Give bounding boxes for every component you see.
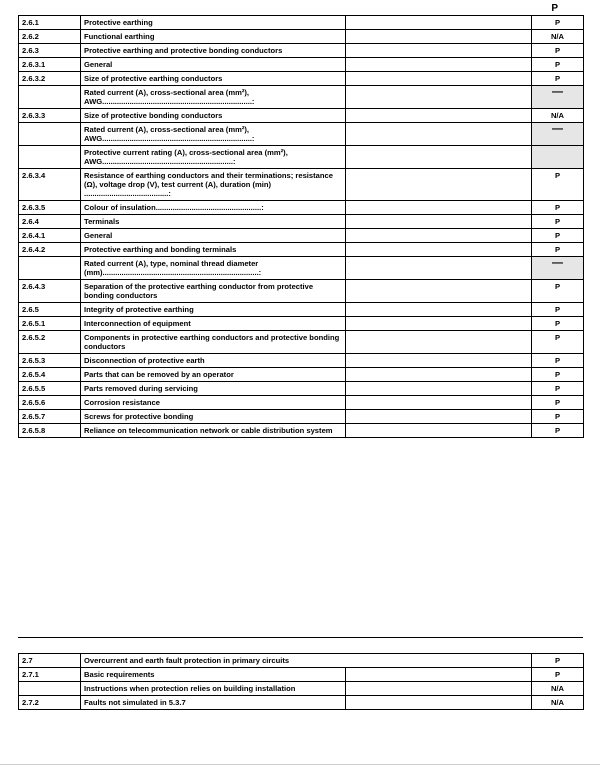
- table-row: [19, 109, 584, 123]
- overcurrent-protection-table: [18, 653, 584, 710]
- requirement-text: Parts removed during servicing: [81, 382, 346, 396]
- clause-number: [19, 257, 81, 280]
- table-row: [19, 201, 584, 215]
- result-remark: [346, 201, 532, 215]
- table-row: [19, 280, 584, 303]
- table-row: [19, 72, 584, 86]
- verdict: P: [532, 72, 584, 86]
- requirement-text: Colour of insulation..................................................:: [81, 201, 346, 215]
- page-corner-mark: P: [551, 3, 558, 14]
- verdict: —: [532, 257, 584, 280]
- clause-number: 2.7: [19, 654, 81, 668]
- clause-number: [19, 146, 81, 169]
- verdict: P: [532, 410, 584, 424]
- verdict: P: [532, 44, 584, 58]
- requirement-text: Protective earthing: [81, 16, 346, 30]
- verdict: —: [532, 86, 584, 109]
- result-remark: [346, 280, 532, 303]
- page-footer-rule: [0, 764, 600, 765]
- verdict: P: [532, 243, 584, 257]
- table-row: [19, 668, 584, 682]
- requirement-text: General: [81, 58, 346, 72]
- table-row: [19, 396, 584, 410]
- result-remark: [346, 303, 532, 317]
- requirement-text: Rated current (A), cross-sectional area (mm²), AWG.......................................................................:: [81, 86, 346, 109]
- clause-number: 2.6.3.1: [19, 58, 81, 72]
- clause-number: 2.6.4.2: [19, 243, 81, 257]
- result-remark: [346, 44, 532, 58]
- verdict: P: [532, 354, 584, 368]
- verdict: N/A: [532, 109, 584, 123]
- requirement-text: Corrosion resistance: [81, 396, 346, 410]
- table-row: [19, 696, 584, 710]
- clause-number: 2.6.4: [19, 215, 81, 229]
- verdict: P: [532, 201, 584, 215]
- verdict: P: [532, 215, 584, 229]
- table-row: [19, 424, 584, 438]
- verdict: P: [532, 396, 584, 410]
- result-remark: [346, 16, 532, 30]
- table-row: [19, 410, 584, 424]
- earthing-requirements-body: [19, 16, 584, 438]
- table-row: [19, 317, 584, 331]
- table-row: [19, 30, 584, 44]
- requirement-text: Size of protective earthing conductors: [81, 72, 346, 86]
- requirement-text: Rated current (A), type, nominal thread diameter (mm)..........................................................................:: [81, 257, 346, 280]
- clause-number: 2.6.3.4: [19, 169, 81, 201]
- clause-number: 2.6.5.1: [19, 317, 81, 331]
- table-row: [19, 86, 584, 109]
- requirement-text: Protective earthing and bonding terminals: [81, 243, 346, 257]
- result-remark: [346, 410, 532, 424]
- result-remark: [346, 215, 532, 229]
- clause-number: [19, 123, 81, 146]
- verdict: P: [532, 317, 584, 331]
- clause-number: 2.6.5.5: [19, 382, 81, 396]
- requirement-text: Disconnection of protective earth: [81, 354, 346, 368]
- result-remark: [346, 317, 532, 331]
- requirement-text: Terminals: [81, 215, 346, 229]
- table-row: [19, 243, 584, 257]
- clause-number: 2.6.3.5: [19, 201, 81, 215]
- clause-number: 2.6.5.3: [19, 354, 81, 368]
- clause-number: [19, 86, 81, 109]
- result-remark: [346, 58, 532, 72]
- verdict: N/A: [532, 682, 584, 696]
- table-bottom-rule: [18, 637, 583, 638]
- earthing-requirements-table: [18, 15, 584, 438]
- clause-number: 2.6.5.2: [19, 331, 81, 354]
- result-remark: [346, 696, 532, 710]
- clause-number: 2.6.5.8: [19, 424, 81, 438]
- result-remark: [346, 229, 532, 243]
- verdict: P: [532, 303, 584, 317]
- result-remark: [346, 424, 532, 438]
- table-row: [19, 123, 584, 146]
- table-row: [19, 382, 584, 396]
- result-remark: [346, 109, 532, 123]
- verdict: —: [532, 123, 584, 146]
- verdict: P: [532, 169, 584, 201]
- requirement-text: Parts that can be removed by an operator: [81, 368, 346, 382]
- clause-number: 2.6.5.4: [19, 368, 81, 382]
- table-row: [19, 215, 584, 229]
- verdict: P: [532, 654, 584, 668]
- clause-number: 2.6.2: [19, 30, 81, 44]
- clause-number: 2.6.5.7: [19, 410, 81, 424]
- table-row: [19, 368, 584, 382]
- verdict: P: [532, 229, 584, 243]
- verdict: N/A: [532, 696, 584, 710]
- requirement-text: Faults not simulated in 5.3.7: [81, 696, 346, 710]
- table-row: [19, 682, 584, 696]
- clause-number: 2.6.3: [19, 44, 81, 58]
- table-row: [19, 58, 584, 72]
- verdict: P: [532, 58, 584, 72]
- clause-number: 2.6.5.6: [19, 396, 81, 410]
- requirement-text: Components in protective earthing conductors and protective bonding conductors: [81, 331, 346, 354]
- verdict: P: [532, 280, 584, 303]
- requirement-text: General: [81, 229, 346, 243]
- verdict: P: [532, 16, 584, 30]
- verdict: N/A: [532, 30, 584, 44]
- overcurrent-protection-body: [19, 654, 584, 710]
- requirement-text: Integrity of protective earthing: [81, 303, 346, 317]
- clause-number: 2.6.3.3: [19, 109, 81, 123]
- verdict: P: [532, 382, 584, 396]
- clause-number: 2.6.4.3: [19, 280, 81, 303]
- requirement-text: Overcurrent and earth fault protection in primary circuits: [81, 654, 532, 668]
- table-row: [19, 16, 584, 30]
- table-row: [19, 303, 584, 317]
- requirement-text: Instructions when protection relies on building installation: [81, 682, 346, 696]
- result-remark: [346, 30, 532, 44]
- result-remark: [346, 396, 532, 410]
- requirement-text: Reliance on telecommunication network or cable distribution system: [81, 424, 346, 438]
- table-row: [19, 654, 584, 668]
- table-row: [19, 354, 584, 368]
- requirement-text: Interconnection of equipment: [81, 317, 346, 331]
- requirement-text: Screws for protective bonding: [81, 410, 346, 424]
- clause-number: 2.6.4.1: [19, 229, 81, 243]
- result-remark: [346, 72, 532, 86]
- clause-number: 2.7.2: [19, 696, 81, 710]
- requirement-text: Basic requirements: [81, 668, 346, 682]
- result-remark: [346, 682, 532, 696]
- result-remark: [346, 123, 532, 146]
- requirement-text: Protective earthing and protective bonding conductors: [81, 44, 346, 58]
- result-remark: [346, 243, 532, 257]
- clause-number: 2.6.1: [19, 16, 81, 30]
- table-row: [19, 229, 584, 243]
- result-remark: [346, 257, 532, 280]
- verdict: P: [532, 331, 584, 354]
- table-row: [19, 146, 584, 169]
- verdict: [532, 146, 584, 169]
- clause-number: [19, 682, 81, 696]
- requirement-text: Separation of the protective earthing conductor from protective bonding conductors: [81, 280, 346, 303]
- table-row: [19, 257, 584, 280]
- requirement-text: Rated current (A), cross-sectional area (mm²), AWG.......................................................................:: [81, 123, 346, 146]
- table-row: [19, 169, 584, 201]
- result-remark: [346, 169, 532, 201]
- result-remark: [346, 86, 532, 109]
- result-remark: [346, 146, 532, 169]
- clause-number: 2.6.3.2: [19, 72, 81, 86]
- verdict: P: [532, 668, 584, 682]
- result-remark: [346, 368, 532, 382]
- result-remark: [346, 668, 532, 682]
- verdict: P: [532, 424, 584, 438]
- result-remark: [346, 382, 532, 396]
- clause-number: 2.7.1: [19, 668, 81, 682]
- requirement-text: Functional earthing: [81, 30, 346, 44]
- clause-number: 2.6.5: [19, 303, 81, 317]
- table-row: [19, 44, 584, 58]
- table-row: [19, 331, 584, 354]
- result-remark: [346, 331, 532, 354]
- requirement-text: Protective current rating (A), cross-sectional area (mm²), AWG..............................................................:: [81, 146, 346, 169]
- requirement-text: Resistance of earthing conductors and their terminations; resistance (Ω), voltage drop (V), test current (A), duration (min) ........................................:: [81, 169, 346, 201]
- requirement-text: Size of protective bonding conductors: [81, 109, 346, 123]
- result-remark: [346, 354, 532, 368]
- verdict: P: [532, 368, 584, 382]
